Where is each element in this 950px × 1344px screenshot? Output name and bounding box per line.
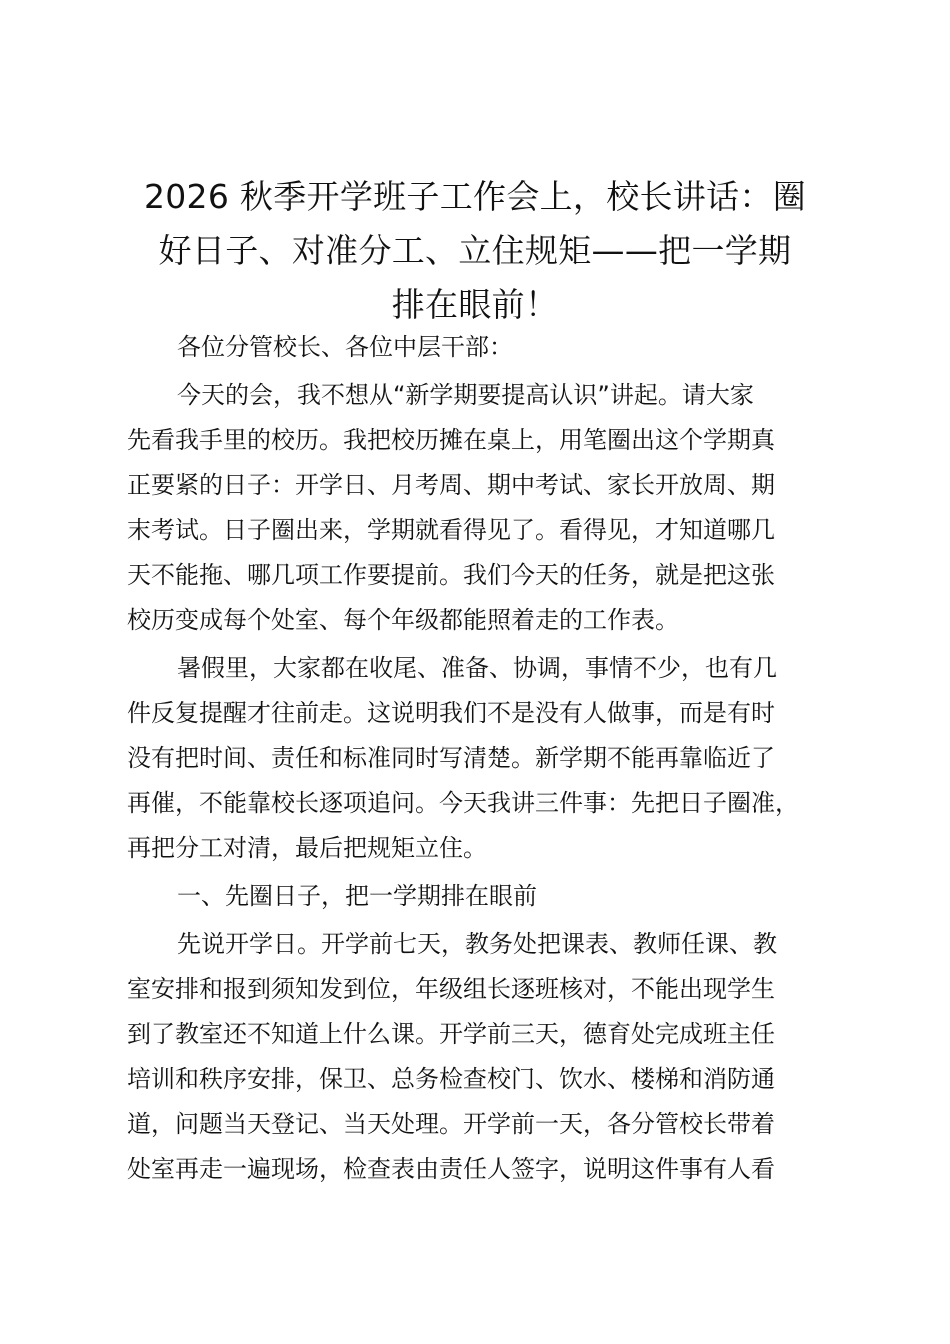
text-line: 件反复提醒才往前走。这说明我们不是没有人做事，而是有时 xyxy=(127,699,775,727)
text-line: 天不能拖、哪几项工作要提前。我们今天的任务，就是把这张 xyxy=(127,561,775,589)
text-line: 暑假里，大家都在收尾、准备、协调，事情不少，也有几 xyxy=(177,654,777,682)
text-line: 一、先圈日子，把一学期排在眼前 xyxy=(177,882,537,910)
text-line: 正要紧的日子：开学日、月考周、期中考试、家长开放周、期 xyxy=(127,471,775,499)
text-line: 先看我手里的校历。我把校历摊在桌上，用笔圈出这个学期真 xyxy=(127,426,775,454)
title-line: 2026 秋季开学班子工作会上，校长讲话：圈 xyxy=(143,177,807,216)
body-paragraph xyxy=(127,922,857,1192)
document-title xyxy=(120,170,830,332)
text-line: 室安排和报到须知发到位，年级组长逐班核对，不能出现学生 xyxy=(127,975,775,1003)
body-paragraph xyxy=(127,373,857,643)
text-line: 培训和秩序安排，保卫、总务检查校门、饮水、楼梯和消防通 xyxy=(127,1065,775,1093)
text-line: 校历变成每个处室、每个年级都能照着走的工作表。 xyxy=(127,606,679,634)
text-line: 道，问题当天登记、当天处理。开学前一天，各分管校长带着 xyxy=(127,1110,775,1138)
body-paragraph xyxy=(127,646,857,871)
text-line: 各位分管校长、各位中层干部： xyxy=(177,333,513,361)
text-line: 到了教室还不知道上什么课。开学前三天，德育处完成班主任 xyxy=(127,1020,775,1048)
section-heading xyxy=(127,874,857,919)
text-line: 末考试。日子圈出来，学期就看得见了。看得见，才知道哪几 xyxy=(127,516,775,544)
text-line: 处室再走一遍现场，检查表由责任人签字，说明这件事有人看 xyxy=(127,1155,775,1183)
salutation xyxy=(127,325,857,370)
text-line: 再把分工对清，最后把规矩立住。 xyxy=(127,834,487,862)
text-line: 先说开学日。开学前七天，教务处把课表、教师任课、教 xyxy=(177,930,777,958)
title-line: 排在眼前！ xyxy=(391,285,559,324)
text-line: 没有把时间、责任和标准同时写清楚。新学期不能再靠临近了 xyxy=(127,744,775,772)
title-line: 好日子、对准分工、立住规矩——把一学期 xyxy=(158,231,792,270)
text-line: 今天的会，我不想从“新学期要提高认识”讲起。请大家 xyxy=(177,381,754,409)
text-line: 再催，不能靠校长逐项追问。今天我讲三件事：先把日子圈准， xyxy=(127,789,799,817)
document-body xyxy=(127,325,857,1195)
